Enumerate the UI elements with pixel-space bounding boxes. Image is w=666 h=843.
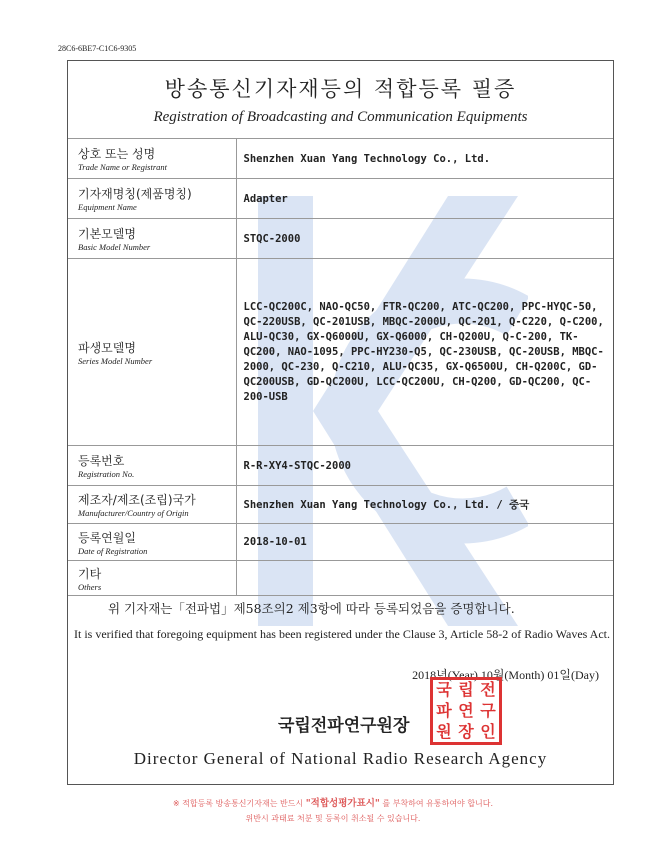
value: Adapter (236, 179, 613, 219)
value (236, 561, 613, 596)
cert-ko: 위 기자재는「전파법」제58조의2 제3항에 따라 등록되었음을 증명합니다. (108, 601, 515, 616)
certificate-frame (67, 60, 614, 785)
certification-statement (68, 599, 613, 645)
value: STQC-2000 (236, 219, 613, 259)
label-ko: 기타 (78, 566, 102, 581)
agency-en: Director General of National Radio Research Agency (133, 749, 548, 768)
value: R-R-XY4-STQC-2000 (236, 446, 613, 486)
issue-date: 2018년(Year) 10월(Month) 01일(Day) (412, 668, 599, 682)
row-series-model (68, 259, 613, 446)
notice-pre: ※ 적합등록 방송통신기자재는 반드시 (172, 799, 304, 808)
label-ko: 기자재명칭(제품명칭) (78, 187, 192, 201)
label-en: Basic Model Number (78, 242, 151, 252)
agency-ko: 국립전파연구원장 (278, 716, 410, 736)
title-en: Registration of Broadcasting and Communication Equipments (153, 109, 528, 125)
document-id: 28C6-6BE7-C1C6-9305 (58, 44, 137, 53)
label-ko: 제조자/제조(조립)국가 (78, 493, 196, 507)
label-ko: 기본모델명 (78, 227, 136, 241)
label-ko: 등록번호 (78, 454, 125, 468)
registration-table (68, 138, 613, 596)
label-en: Series Model Number (78, 355, 153, 366)
label-ko: 등록연월일 (78, 530, 136, 545)
row-equipment-name (68, 179, 613, 219)
label-en: Others (78, 581, 102, 592)
row-trade-name (68, 139, 613, 179)
label-ko: 파생모델명 (78, 340, 136, 355)
label-ko: 상호 또는 성명 (78, 147, 156, 161)
notice (0, 796, 666, 826)
value: Shenzhen Xuan Yang Technology Co., Ltd. (236, 139, 613, 179)
official-seal: 국 립 전 파 연 구 원 장 인 (430, 677, 502, 745)
notice-mark: "적합성평가표시" (305, 798, 380, 809)
label-en: Manufacturer/Country of Origin (78, 508, 189, 518)
title-ko: 방송통신기자재등의 적합등록 필증 (164, 77, 517, 101)
label-en: Equipment Name (78, 202, 137, 212)
row-basic-model (68, 219, 613, 259)
cert-en: It is verified that foregoing equipment has been registered under the Clause 3, Article 58-2 of Radio Waves Act. (74, 627, 610, 641)
label-en: Date of Registration (78, 545, 148, 556)
row-registration-no (68, 446, 613, 486)
notice-post: 를 부착하여 유통하여야 합니다. (382, 799, 494, 808)
value: 2018-10-01 (236, 524, 613, 561)
row-date (68, 524, 613, 561)
label-en: Trade Name or Registrant (78, 162, 168, 172)
row-manufacturer (68, 486, 613, 524)
row-others (68, 561, 613, 596)
value: LCC-QC200C, NAO-QC50, FTR-QC200, ATC-QC200, PPC-HYQC-50, QC-220USB, QC-201USB, MBQC-2000U, QC-201, Q-C220, Q-C200, ALU-QC30, GX-Q6000U, GX-Q6000, CH-Q200U, Q-C-200, TK-QC200, NAO-1095, PPC-HY230-Q5, QC-230USB, QC-20USB, MBQC-2000, QC-230, Q-C210, ALU-QC35, GX-Q6500U, CH-Q200C, GD-QC200USB, GD-QC200U, LCC-QC200U, CH-Q200, GD-QC200, QC-200-USB (236, 259, 613, 446)
notice-line2: 위반시 과태료 처분 및 등록이 취소될 수 있습니다. (245, 814, 421, 823)
label-en: Registration No. (78, 469, 135, 479)
value: Shenzhen Xuan Yang Technology Co., Ltd. / 중국 (236, 486, 613, 524)
